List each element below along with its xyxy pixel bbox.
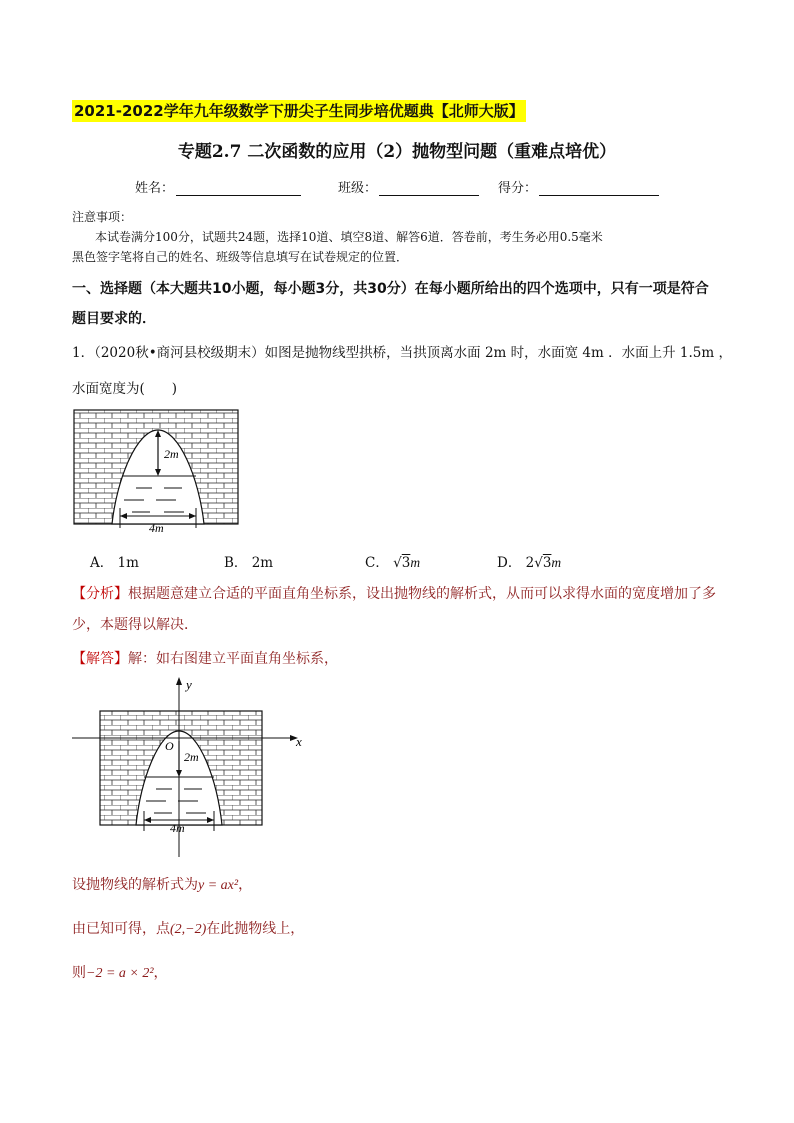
notes-heading: 注意事项：	[72, 210, 133, 224]
notes-line-1: 本试卷满分100分，试题共24题，选择10道、填空8道、解答6道．答卷前，考生务必用0.5毫米	[95, 230, 603, 244]
option-d-radicand: 3	[542, 555, 552, 571]
option-c-unit: m	[410, 555, 421, 570]
section-heading-line-2: 题目要求的．	[72, 311, 156, 327]
option-c-radicand: 3	[401, 555, 411, 571]
section-heading-line-1: 一、选择题（本大题共10小题，每小题3分，共30分）在每小题所给出的四个选项中，只有一项是符合	[72, 281, 709, 297]
question-1-line-1: 1．（2020秋•商河县校级期末）如图是抛物线型拱桥，当拱顶离水面 2m 时，水面宽 4m ．水面上升 1.5m ，	[72, 345, 732, 361]
score-label: 得分：	[498, 181, 538, 196]
option-d[interactable]	[497, 551, 561, 571]
step-1-formula: y = ax²	[198, 878, 239, 893]
origin-label: O	[165, 739, 174, 753]
series-header-band: 2021-2022学年九年级数学下册尖子生同步培优题典【北师大版】	[74, 102, 524, 120]
option-c[interactable]	[365, 551, 420, 571]
class-blank[interactable]	[379, 182, 479, 196]
step-3-end: ，	[153, 965, 168, 981]
question-1-line-2: 水面宽度为( )	[72, 381, 178, 397]
answer-text: 解：如右图建立平面直角坐标系，	[128, 651, 338, 667]
step-2-formula: (2,−2)	[170, 922, 207, 937]
step-3-formula: −2 = a × 2²	[86, 966, 154, 981]
step-1-text: 设抛物线的解析式为	[72, 877, 198, 893]
score-blank[interactable]	[539, 182, 659, 196]
width-label: 4m	[170, 821, 185, 835]
option-d-unit: m	[551, 555, 562, 570]
option-c-label: C．	[365, 555, 389, 571]
analysis-line-2: 少，本题得以解决．	[72, 617, 198, 633]
notes-line-2: 黑色签字笔将自己的姓名、班级等信息填写在试卷规定的位置．	[72, 250, 409, 264]
option-a[interactable]: A． 1m	[90, 555, 139, 571]
sqrt-sign-icon: √	[534, 555, 543, 571]
step-2-text-b: 在此抛物线上，	[206, 921, 305, 937]
analysis-tag: 【分析】	[72, 586, 128, 602]
bridge-figure-1	[72, 408, 240, 536]
step-2-text-a: 由已知可得，点	[72, 921, 170, 937]
y-axis-label: y	[186, 677, 192, 692]
height-label: 2m	[184, 750, 199, 764]
answer-tag: 【解答】	[72, 651, 128, 667]
name-field[interactable]	[135, 177, 301, 196]
width-label: 4m	[149, 521, 164, 535]
analysis-text-1: 根据题意建立合适的平面直角坐标系，设出抛物线的解析式，从而可以求得水面的宽度增加了多	[128, 586, 716, 602]
sqrt-sign-icon: √	[393, 555, 402, 571]
step-3-text: 则	[72, 965, 86, 981]
analysis-line-1	[72, 583, 716, 603]
answer-line	[72, 648, 338, 668]
name-label: 姓名：	[135, 181, 175, 196]
step-1	[72, 874, 252, 894]
option-b[interactable]: B． 2m	[224, 555, 274, 571]
step-2	[72, 918, 304, 938]
step-3	[72, 962, 168, 982]
page-title: 专题2.7 二次函数的应用（2）抛物型问题（重难点培优）	[177, 142, 617, 162]
x-axis-label: x	[296, 734, 302, 749]
class-field[interactable]	[338, 177, 479, 196]
height-label: 2m	[164, 447, 179, 461]
step-1-end: ，	[238, 877, 253, 893]
option-d-label: D． 2	[497, 555, 535, 571]
score-field[interactable]	[498, 177, 659, 196]
name-blank[interactable]	[176, 182, 301, 196]
bridge-figure-2	[72, 675, 312, 857]
class-label: 班级：	[338, 181, 378, 196]
